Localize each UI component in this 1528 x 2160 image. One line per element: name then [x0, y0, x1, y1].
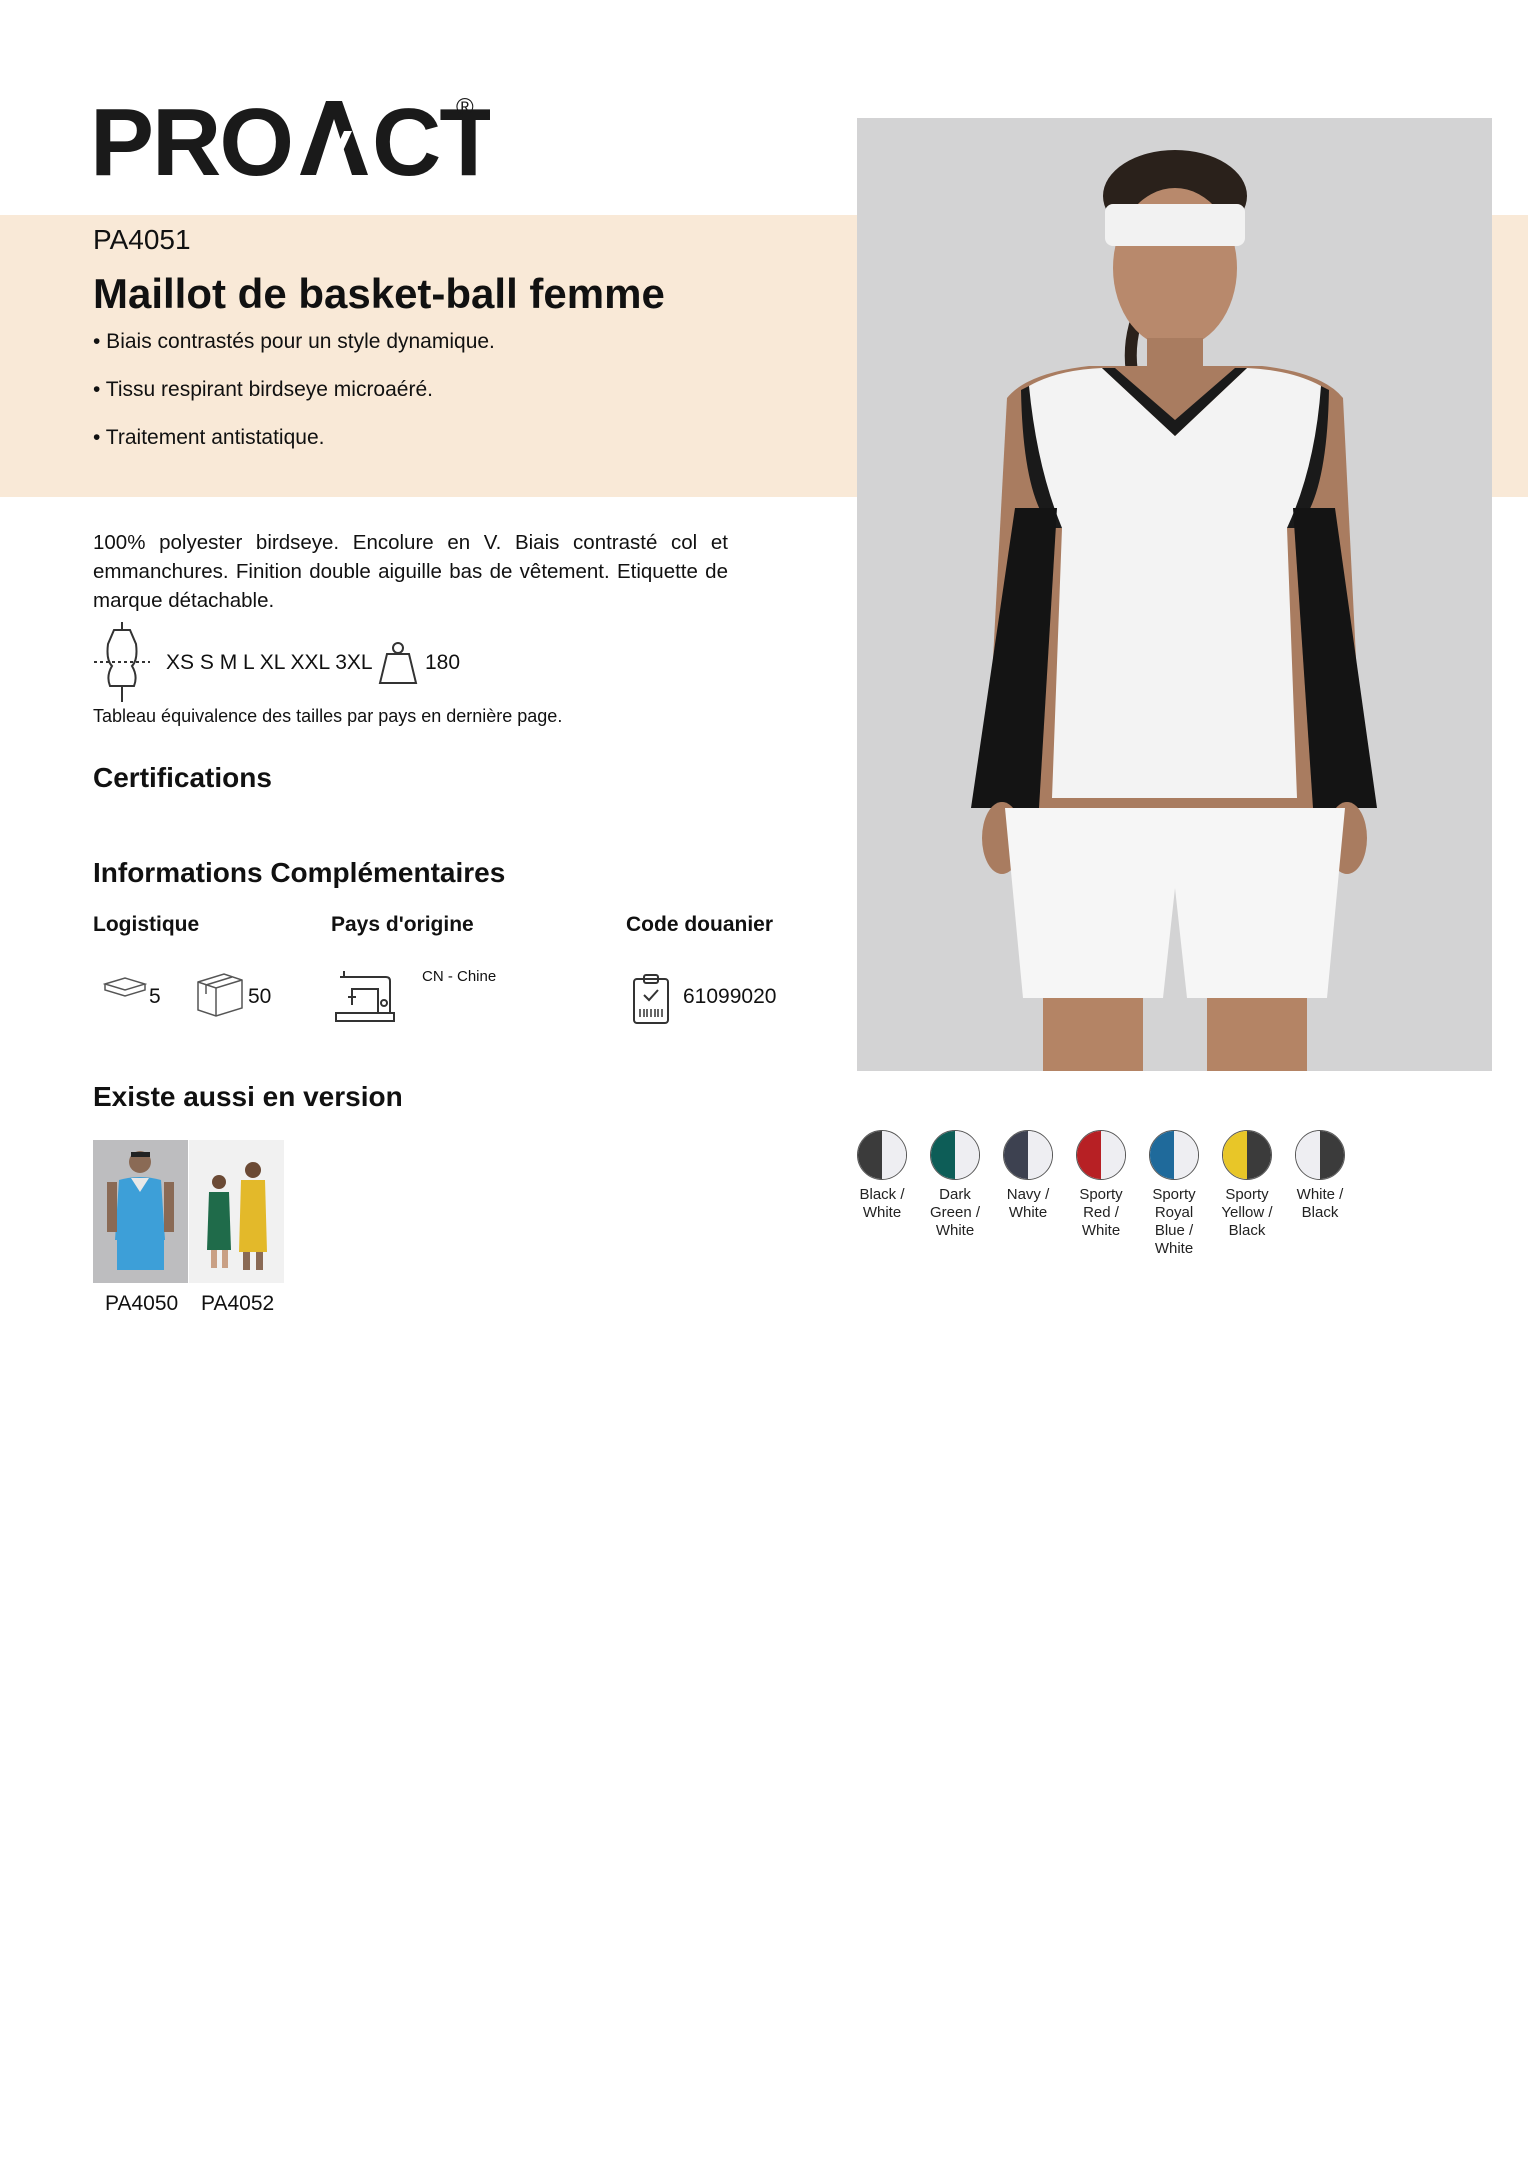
color-label-line: White [1008, 1204, 1048, 1221]
color-swatch-label [847, 1186, 917, 1222]
weight-icon [377, 640, 419, 686]
version-code[interactable]: PA4050 [105, 1292, 179, 1315]
product-reference: PA4051 [93, 224, 191, 255]
logistics-heading: Logistique [93, 913, 200, 936]
color-label-line: Yellow / [1221, 1204, 1273, 1221]
color-swatch-label [1139, 1186, 1209, 1258]
svg-text:®: ® [456, 94, 474, 121]
mannequin-icon [92, 620, 152, 705]
color-label-line: Dark [939, 1186, 971, 1203]
color-label-line: Sporty [1225, 1186, 1269, 1203]
color-swatch[interactable] [857, 1130, 907, 1180]
color-swatch[interactable] [1076, 1130, 1126, 1180]
color-swatch-label [993, 1186, 1063, 1222]
version-thumbnail-pa4052[interactable] [189, 1140, 284, 1283]
fabric-weight: 180 [425, 651, 461, 674]
size-range: XS S M L XL XXL 3XL [166, 651, 373, 674]
color-label-line: Black [1228, 1222, 1266, 1239]
versions-heading: Existe aussi en version [93, 1081, 403, 1112]
svg-text:CT.: CT [372, 89, 486, 185]
pack-icon [103, 976, 147, 1000]
sewing-machine-icon [334, 967, 396, 1023]
color-label-line: Royal [1154, 1204, 1194, 1221]
color-label-line: Navy / [1006, 1186, 1050, 1203]
carton-icon [194, 970, 246, 1020]
color-label-line: White [1081, 1222, 1121, 1239]
info-heading: Informations Complémentaires [93, 857, 506, 888]
version-thumbnail-pa4050[interactable] [93, 1140, 188, 1283]
feature-bullet: • Traitement antistatique. [93, 426, 325, 449]
feature-bullet: • Tissu respirant birdseye microaéré. [93, 378, 433, 401]
color-label-line: Black [1301, 1204, 1339, 1221]
svg-text:PRO: PRO [90, 89, 293, 185]
color-swatch[interactable] [1003, 1130, 1053, 1180]
customs-clipboard-icon [631, 973, 671, 1025]
color-swatch[interactable] [1149, 1130, 1199, 1180]
color-label-line: Red / [1083, 1204, 1119, 1221]
feature-bullet: • Biais contrastés pour un style dynamique. [93, 330, 495, 353]
color-label-line: Sporty [1152, 1186, 1196, 1203]
color-label-line: Blue / [1154, 1222, 1194, 1239]
certifications-heading: Certifications [93, 762, 272, 793]
version-code[interactable]: PA4052 [201, 1292, 275, 1315]
color-label-line: White [1154, 1240, 1194, 1257]
color-swatch-label [1212, 1186, 1282, 1240]
brand-logo [90, 85, 490, 185]
color-swatch-label [1285, 1186, 1355, 1222]
pack-quantity: 5 [149, 985, 161, 1008]
customs-heading: Code douanier [626, 913, 774, 936]
color-label-line: White [862, 1204, 902, 1221]
color-label-line: White [935, 1222, 975, 1239]
color-label-line: White / [1296, 1186, 1344, 1203]
origin-country: CN - Chine [422, 968, 497, 985]
color-swatch[interactable] [1295, 1130, 1345, 1180]
size-note: Tableau équivalence des tailles par pays en dernière page. [93, 706, 563, 726]
product-photo [857, 118, 1492, 1071]
origin-heading: Pays d'origine [331, 913, 474, 936]
color-swatch-label [920, 1186, 990, 1240]
color-label-line: Black / [859, 1186, 905, 1203]
color-swatch-label [1066, 1186, 1136, 1240]
product-description: 100% polyester birdseye. Encolure en V. Biais contrasté col et emmanchures. Finition double aiguille bas de vêtement. Etiquette de marque détachable. [93, 531, 728, 612]
color-swatch[interactable] [930, 1130, 980, 1180]
color-swatch[interactable] [1222, 1130, 1272, 1180]
product-title: Maillot de basket-ball femme [93, 270, 665, 317]
carton-quantity: 50 [248, 985, 272, 1008]
color-label-line: Sporty [1079, 1186, 1123, 1203]
customs-code: 61099020 [683, 985, 777, 1008]
color-label-line: Green / [929, 1204, 981, 1221]
